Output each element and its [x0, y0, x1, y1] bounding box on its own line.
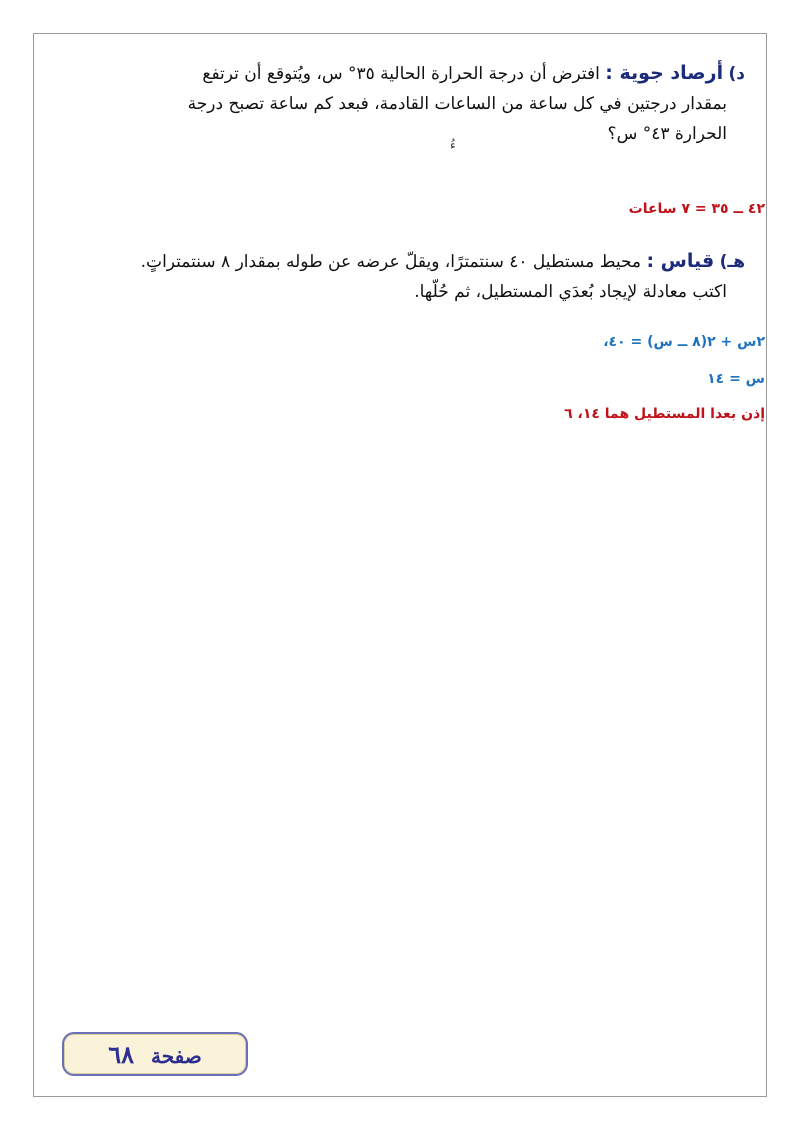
page-number-label — [108, 1040, 201, 1069]
page-frame — [33, 33, 767, 1097]
question-h-text-2: اكتب معادلة لإيجاد بُعدَي المستطيل، ثم حُلّها. — [414, 282, 727, 302]
question-h-title: قياس : — [646, 250, 715, 272]
question-h-line-1 — [140, 246, 745, 277]
question-d — [165, 58, 745, 149]
question-d-text-3: الحرارة ٤٣° س؟ — [607, 124, 727, 144]
page-word: صفحة — [151, 1043, 202, 1068]
question-d-title: أرصاد جوية : — [605, 62, 724, 84]
question-d-label: د) — [728, 64, 745, 84]
answer-h-equation: ٢س + ٢(٨ ــ س) = ٤٠، — [603, 334, 765, 350]
page-number-badge — [62, 1032, 248, 1076]
question-h — [140, 246, 745, 307]
question-d-text-2: بمقدار درجتين في كل ساعة من الساعات القادمة، فبعد كم ساعة تصبح درجة — [187, 94, 727, 114]
question-d-text-1: افترض أن درجة الحرارة الحالية ٣٥° س، ويُتوقع أن ترتفع — [202, 64, 600, 84]
question-d-line-1 — [165, 58, 745, 89]
answer-h-solution: س = ١٤ — [707, 371, 765, 387]
answer-h-conclusion: إذن بعدا المستطيل هما ١٤، ٦ — [564, 406, 765, 422]
stray-mark: ءُ — [450, 138, 456, 152]
question-h-text-1: محيط مستطيل ٤٠ سنتمترًا، ويقلّ عرضه عن طوله بمقدار ٨ سنتمتراتٍ. — [140, 252, 642, 272]
page-number: ٦٨ — [108, 1039, 135, 1069]
question-h-label: هـ) — [719, 252, 745, 272]
answer-d: ٤٢ ــ ٣٥ = ٧ ساعات — [628, 201, 765, 217]
